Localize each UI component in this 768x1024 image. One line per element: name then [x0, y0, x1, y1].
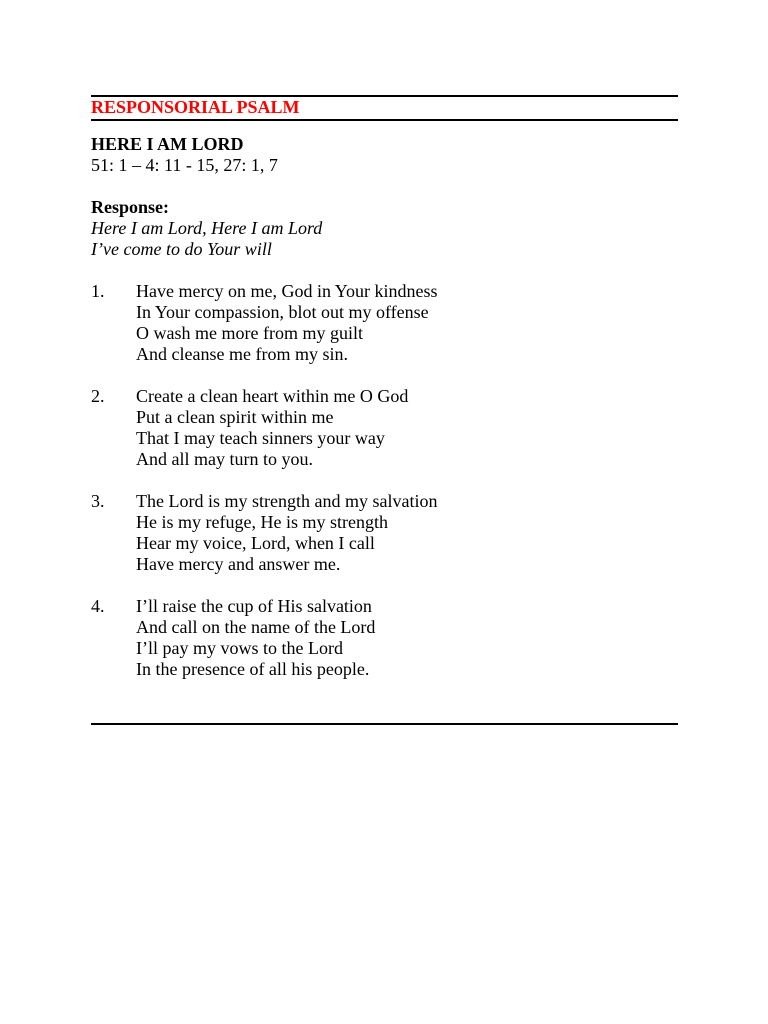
- verse-line: And cleanse me from my sin.: [136, 344, 348, 364]
- spacer: [91, 365, 678, 386]
- verse-1: [91, 281, 678, 365]
- verse-line: Have mercy on me, God in Your kindness: [136, 281, 438, 301]
- verse-number: 3.: [91, 491, 105, 511]
- verse-line: And call on the name of the Lord: [136, 617, 376, 637]
- verse-number: 4.: [91, 596, 105, 616]
- verse-lines: [136, 281, 437, 365]
- response-line: I’ve come to do Your will: [91, 239, 272, 259]
- verse-line: And all may turn to you.: [136, 449, 313, 469]
- verse-line: In Your compassion, blot out my offense: [136, 302, 429, 322]
- verse-line: Put a clean spirit within me: [136, 407, 334, 427]
- psalm-reference: 51: 1 – 4: 11 - 15, 27: 1, 7: [91, 155, 278, 175]
- section-title: RESPONSORIAL PSALM: [91, 97, 300, 117]
- top-rule-lower: [91, 119, 678, 121]
- verse-line: That I may teach sinners your way: [136, 428, 385, 448]
- verse-lines: [136, 386, 408, 470]
- verse-2: [91, 386, 678, 470]
- response-line: Here I am Lord, Here I am Lord: [91, 218, 323, 238]
- spacer: [91, 470, 678, 491]
- spacer: [91, 176, 678, 197]
- verse-line: The Lord is my strength and my salvation: [136, 491, 438, 511]
- verse-line: O wash me more from my guilt: [136, 323, 363, 343]
- verse-lines: [136, 491, 437, 575]
- verse-number: 1.: [91, 281, 105, 301]
- psalm-title: HERE I AM LORD: [91, 134, 244, 154]
- verse-line: Create a clean heart within me O God: [136, 386, 409, 406]
- verse-lines: [136, 596, 375, 680]
- verse-line: In the presence of all his people.: [136, 659, 370, 679]
- verse-line: Have mercy and answer me.: [136, 554, 341, 574]
- verse-4: [91, 596, 678, 680]
- spacer: [91, 575, 678, 596]
- bottom-rule: [91, 723, 678, 725]
- response-label: Response:: [91, 197, 170, 217]
- verse-line: He is my refuge, He is my strength: [136, 512, 388, 532]
- verse-line: Hear my voice, Lord, when I call: [136, 533, 375, 553]
- psalm-content: [91, 134, 678, 680]
- verse-line: I’ll pay my vows to the Lord: [136, 638, 343, 658]
- spacer: [91, 260, 678, 281]
- verse-3: [91, 491, 678, 575]
- verse-number: 2.: [91, 386, 105, 406]
- verse-line: I’ll raise the cup of His salvation: [136, 596, 372, 616]
